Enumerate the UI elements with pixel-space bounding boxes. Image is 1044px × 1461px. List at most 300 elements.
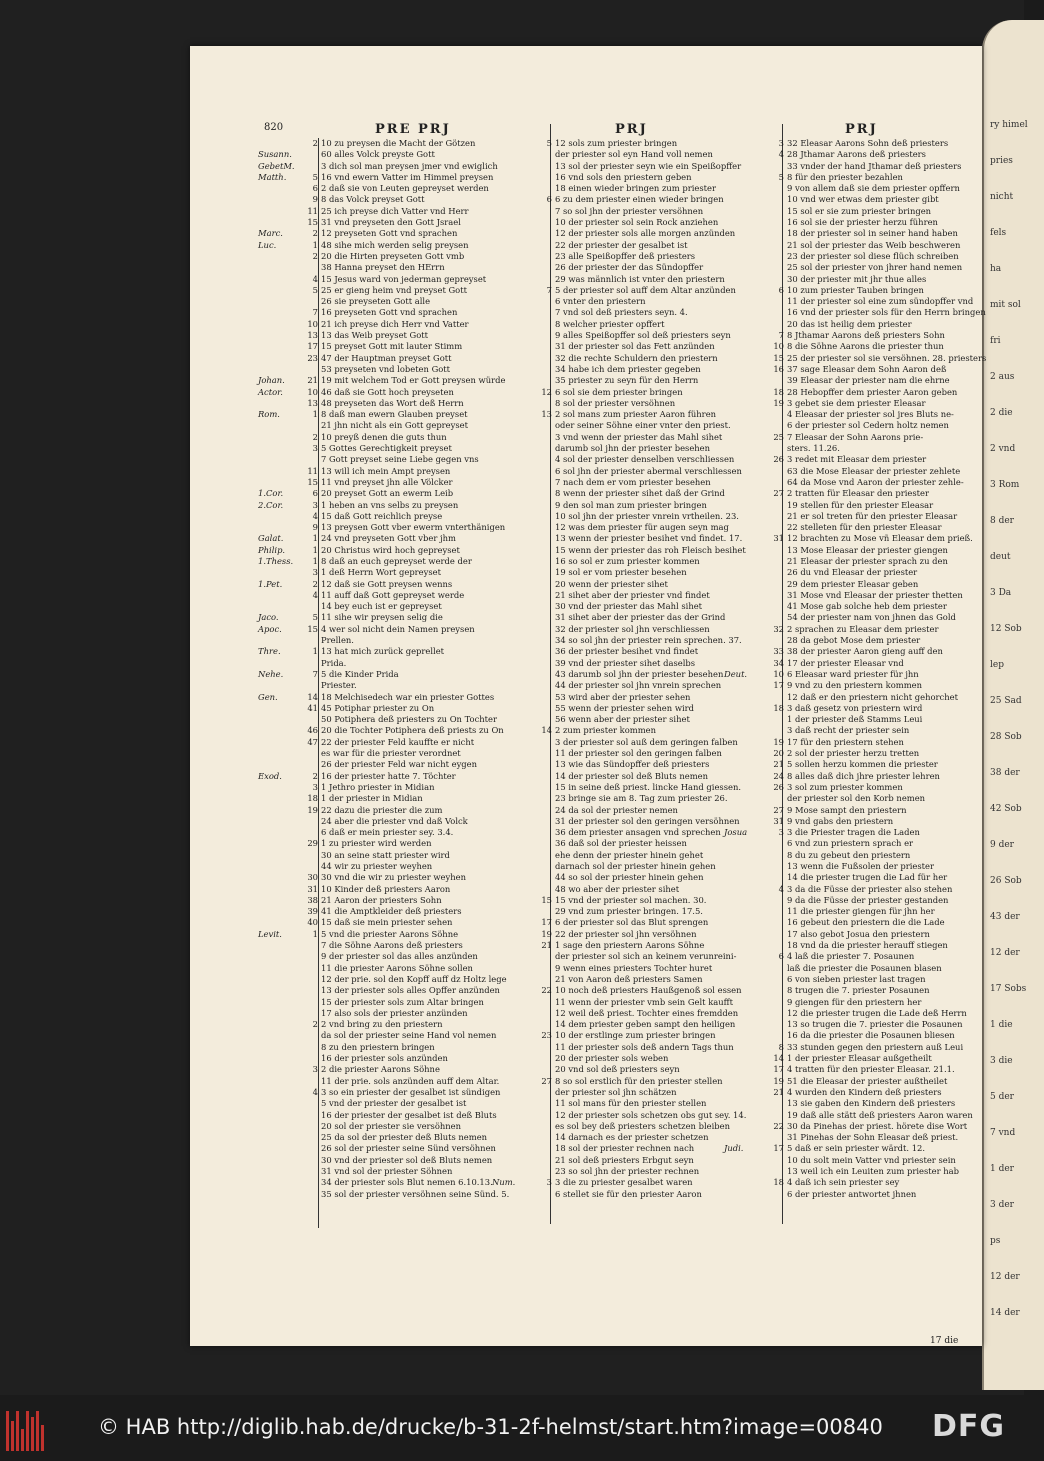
- chapter-number: [534, 805, 555, 816]
- book-abbrev: [492, 997, 534, 1008]
- book-abbrev: [492, 782, 534, 793]
- chapter-number: [766, 240, 787, 251]
- book-abbrev: [492, 161, 534, 172]
- neighbor-page-fragment: 5 der: [990, 1092, 1014, 1102]
- neighbor-page-fragment: 3 Rom: [990, 480, 1020, 490]
- book-abbrev: [258, 759, 300, 770]
- book-abbrev: [258, 827, 300, 838]
- index-entry: [492, 872, 734, 883]
- entry-text: 16 gebeut den priestern die die Lade: [787, 917, 945, 928]
- book-abbrev: [724, 805, 766, 816]
- entry-text: 8 welcher priester opffert: [555, 318, 665, 329]
- index-entry: [724, 658, 966, 669]
- book-abbrev: [724, 556, 766, 567]
- entry-text: 16 vnd sols den priestern geben: [555, 171, 692, 182]
- chapter-number: [534, 149, 555, 160]
- book-abbrev: Philip.: [258, 544, 286, 555]
- chapter-number: 9: [312, 522, 318, 533]
- entry-text: 1 deß Herrn Wort gepreyset: [321, 567, 441, 578]
- book-abbrev: [258, 194, 300, 205]
- index-entry: [258, 1166, 500, 1177]
- index-entry: [258, 748, 500, 759]
- book-abbrev: [258, 1121, 300, 1132]
- index-entry: [724, 929, 966, 940]
- entry-text: 9 der priester sol das alles anzünden: [321, 951, 478, 962]
- entry-text: 11 der priester sols deß andern Tags thun: [555, 1041, 734, 1052]
- chapter-number: [766, 985, 787, 996]
- entry-text: 12 der priester sols alle morgen anzünden: [555, 228, 736, 239]
- book-abbrev: [258, 906, 300, 917]
- entry-text: 32 Eleasar Aarons Sohn deß priesters: [787, 138, 949, 148]
- index-entry: [724, 940, 966, 951]
- entry-text: 2 sol der priester herzu tretten: [787, 748, 920, 759]
- entry-text: 4 Eleasar der priester sol jres Bluts ne-: [787, 409, 954, 420]
- chapter-number: 20: [773, 748, 784, 759]
- chapter-number: [766, 511, 787, 522]
- index-entry: [258, 895, 500, 906]
- book-abbrev: Johan.: [258, 375, 285, 386]
- index-entry: [258, 624, 500, 635]
- book-abbrev: [724, 364, 766, 375]
- book-abbrev: [492, 522, 534, 533]
- index-entry: [724, 805, 966, 816]
- page-number: 820: [264, 122, 284, 133]
- chapter-number: [300, 1110, 321, 1121]
- chapter-number: [534, 466, 555, 477]
- chapter-number: [766, 274, 787, 285]
- entry-text: 45 Potiphar priester zu On: [321, 702, 435, 713]
- chapter-number: 31: [307, 883, 318, 894]
- chapter-number: 11: [307, 465, 318, 476]
- chapter-number: 22: [773, 1120, 784, 1131]
- chapter-number: [766, 635, 787, 646]
- book-abbrev: [724, 895, 766, 906]
- index-entry: [492, 680, 734, 691]
- book-abbrev: [492, 861, 534, 872]
- index-entry: [492, 692, 734, 703]
- book-abbrev: [724, 488, 766, 499]
- chapter-number: [534, 274, 555, 285]
- index-entry: [258, 296, 500, 307]
- index-entry: [492, 805, 734, 816]
- chapter-number: 6: [312, 488, 318, 499]
- index-entry: [724, 590, 966, 601]
- book-abbrev: [724, 319, 766, 330]
- index-entry: [724, 1132, 966, 1143]
- book-abbrev: [724, 522, 766, 533]
- entry-text: 9 von allem daß sie dem priester opffern: [787, 183, 960, 194]
- book-abbrev: [258, 274, 300, 285]
- chapter-number: 47: [307, 736, 318, 747]
- chapter-number: [534, 974, 555, 985]
- book-abbrev: 1.Cor.: [258, 488, 284, 499]
- neighbor-page-fragment: 3 die: [990, 1056, 1013, 1066]
- book-abbrev: [258, 319, 300, 330]
- index-entry: [492, 929, 734, 940]
- entry-text: 22 dazu die priester die zum: [321, 804, 443, 815]
- index-entry: [492, 420, 734, 431]
- index-entry: [724, 974, 966, 985]
- entry-text: 1 zu priester wird werden: [321, 838, 432, 849]
- book-abbrev: [492, 974, 534, 985]
- book-abbrev: [492, 556, 534, 567]
- entry-text: 16 so sol er zum priester kommen: [555, 555, 700, 566]
- entry-text: 20 die Tochter Potiphera deß priests zu On: [321, 725, 504, 736]
- neighbor-page-edge: [982, 20, 1044, 1390]
- chapter-number: 17: [307, 341, 318, 352]
- index-entry: [492, 669, 734, 680]
- chapter-number: [766, 861, 787, 872]
- book-abbrev: Josua: [724, 827, 748, 838]
- index-entry: [492, 262, 734, 273]
- index-entry: [258, 206, 500, 217]
- index-entry: [492, 884, 734, 895]
- running-head-col3: PRJ: [845, 122, 878, 137]
- book-abbrev: [258, 703, 300, 714]
- book-abbrev: [724, 940, 766, 951]
- index-entry: [492, 1042, 734, 1053]
- book-abbrev: [492, 940, 534, 951]
- book-abbrev: [724, 1030, 766, 1041]
- chapter-number: [534, 612, 555, 623]
- book-abbrev: [724, 624, 766, 635]
- index-entry: [724, 601, 966, 612]
- index-entry: [492, 793, 734, 804]
- entry-text: 8 trugen die 7. priester Posaunen: [787, 985, 930, 996]
- index-entry: [492, 895, 734, 906]
- index-entry: [724, 466, 966, 477]
- book-abbrev: [724, 420, 766, 431]
- index-entry: [258, 522, 506, 533]
- book-abbrev: [724, 1166, 766, 1177]
- book-abbrev: [258, 940, 300, 951]
- book-abbrev: [724, 1053, 766, 1064]
- index-entry: [724, 793, 966, 804]
- chapter-number: [534, 1155, 555, 1166]
- chapter-number: 38: [307, 894, 318, 905]
- chapter-number: [300, 759, 321, 770]
- book-abbrev: [724, 646, 766, 657]
- book-abbrev: [492, 1110, 534, 1121]
- chapter-number: 19: [307, 804, 318, 815]
- index-entry: [258, 364, 500, 375]
- index-entry: [258, 1177, 500, 1188]
- index-entry: [492, 714, 734, 725]
- index-entry: [724, 387, 966, 398]
- entry-text: 44 so sol der priester hinein gehen: [555, 872, 704, 883]
- index-entry: [492, 1098, 734, 1109]
- book-abbrev: [492, 771, 534, 782]
- neighbor-page-fragment: 17 Sobs: [990, 984, 1027, 994]
- book-abbrev: [258, 601, 300, 612]
- chapter-number: [300, 1098, 321, 1109]
- entry-text: 14 darnach es der priester schetzen: [555, 1132, 709, 1143]
- entry-text: 55 wenn der priester sehen wird: [555, 702, 695, 713]
- chapter-number: [534, 1019, 555, 1030]
- entry-text: 16 da die priester die Posaunen bliesen: [787, 1030, 955, 1041]
- chapter-number: 1: [312, 239, 318, 250]
- index-entry: [724, 985, 966, 996]
- entry-text: 6 von sieben priester last tragen: [787, 973, 926, 984]
- entry-text: 23 bringe sie am 8. Tag zum priester 26.: [555, 793, 728, 804]
- book-abbrev: [492, 601, 534, 612]
- entry-text: 2 zum priester kommen: [555, 725, 657, 736]
- book-abbrev: [492, 1087, 534, 1098]
- book-abbrev: [492, 206, 534, 217]
- book-abbrev: [492, 816, 534, 827]
- entry-text: 48 preyseten das Wort deß Herrn: [321, 397, 464, 408]
- chapter-number: [766, 1110, 787, 1121]
- source-url-link[interactable]: © HAB http://diglib.hab.de/drucke/b-31-2f-helmst/start.htm?image=00840: [98, 1415, 883, 1439]
- index-entry: [258, 443, 500, 454]
- book-abbrev: [492, 703, 534, 714]
- book-abbrev: [724, 1087, 766, 1098]
- chapter-number: [766, 838, 787, 849]
- index-entry: [492, 341, 734, 352]
- book-abbrev: [492, 307, 534, 318]
- index-entry: [492, 703, 734, 714]
- entry-text: 10 Kinder deß priesters Aaron: [321, 883, 451, 894]
- entry-text: 19 stellen für den priester Eleasar: [787, 499, 934, 510]
- entry-text: 22 der priester sol jhn versöhnen: [555, 928, 697, 939]
- entry-text: 11 sol mans für den priester stellen: [555, 1098, 707, 1109]
- index-entry: [492, 194, 734, 205]
- entry-text: 6 stellet sie für den priester Aaron: [555, 1188, 702, 1199]
- book-abbrev: [258, 432, 300, 443]
- neighbor-page-fragment: 28 Sob: [990, 732, 1022, 742]
- entry-text: 28 Hebopffer dem priester Aaron geben: [787, 386, 958, 397]
- index-entry: [724, 533, 973, 544]
- chapter-number: [534, 624, 555, 635]
- entry-text: 8 so sol erstlich für den priester stellen: [555, 1075, 723, 1086]
- index-entry: [258, 138, 500, 149]
- chapter-number: [766, 895, 787, 906]
- entry-text: 1 sage den priestern Aarons Söhne: [555, 940, 705, 951]
- index-entry: [492, 748, 734, 759]
- chapter-number: [766, 556, 787, 567]
- book-abbrev: [258, 1155, 300, 1166]
- index-entry: [724, 420, 966, 431]
- entry-text: 5 sollen herzu kommen die priester: [787, 759, 938, 770]
- chapter-number: [300, 601, 321, 612]
- entry-text: oder seiner Söhne einer vnter den priest.: [555, 420, 731, 431]
- book-abbrev: [724, 917, 766, 928]
- entry-text: 39 vnd der priester sihet daselbs: [555, 657, 696, 668]
- index-entry: [492, 1007, 739, 1019]
- book-abbrev: [258, 206, 300, 217]
- chapter-number: 13: [307, 330, 318, 341]
- book-abbrev: [724, 307, 766, 318]
- index-entry: [492, 510, 739, 522]
- chapter-number: 15: [307, 476, 318, 487]
- book-abbrev: 1.Thess.: [258, 555, 294, 566]
- chapter-number: 3: [778, 138, 784, 148]
- chapter-number: [534, 1166, 555, 1177]
- index-entry: [258, 341, 500, 352]
- entry-text: 13 wenn die Fußsolen der priester: [787, 861, 934, 871]
- book-abbrev: [258, 341, 300, 352]
- entry-text: 11 der priester sol eine zum sündopffer vnd: [787, 296, 974, 307]
- entry-text: 18 vnd da die priester herauff stiegen: [787, 940, 948, 951]
- index-entry: [492, 601, 734, 612]
- book-abbrev: [724, 330, 766, 341]
- index-entry: [492, 172, 734, 183]
- entry-text: 38 der priester Aaron gieng auff den: [787, 646, 943, 657]
- book-abbrev: [492, 420, 534, 431]
- chapter-number: 9: [312, 194, 318, 205]
- chapter-number: [534, 240, 555, 251]
- entry-text: 29 dem priester Eleasar geben: [787, 578, 919, 589]
- chapter-number: 33: [773, 646, 784, 657]
- entry-text: 15 vnd der priester sol machen. 30.: [555, 894, 707, 905]
- book-abbrev: [258, 816, 300, 827]
- book-abbrev: Apoc.: [258, 623, 282, 634]
- chapter-number: 27: [541, 1075, 552, 1086]
- chapter-number: [534, 217, 555, 228]
- chapter-number: [766, 420, 787, 431]
- entry-text: 17 für den priestern stehen: [787, 736, 904, 747]
- book-abbrev: [258, 963, 300, 974]
- neighbor-page-fragment: 3 der: [990, 1200, 1014, 1210]
- book-abbrev: [258, 567, 300, 578]
- book-abbrev: [724, 1076, 766, 1087]
- book-abbrev: [724, 1132, 766, 1143]
- book-abbrev: [724, 567, 766, 578]
- index-entry: [492, 285, 734, 296]
- book-abbrev: [258, 420, 300, 431]
- chapter-number: [766, 545, 787, 556]
- chapter-number: [534, 703, 555, 714]
- entry-text: 28 da gebot Mose dem priester: [787, 635, 921, 646]
- index-entry: [492, 567, 734, 578]
- index-entry: [492, 443, 734, 454]
- entry-text: 23 so sol jhn der priester rechnen: [555, 1166, 700, 1177]
- chapter-number: 13: [307, 397, 318, 408]
- book-abbrev: [724, 432, 766, 443]
- chapter-number: [534, 341, 555, 352]
- index-entry: [724, 1076, 966, 1087]
- chapter-number: [534, 488, 555, 499]
- book-abbrev: [492, 1042, 534, 1053]
- index-entry: [258, 420, 500, 431]
- index-entry: [258, 940, 500, 951]
- chapter-number: 7: [312, 307, 318, 318]
- chapter-number: 14: [307, 691, 318, 702]
- entry-text: 31 sihet aber der priester das der Grind: [555, 612, 726, 623]
- book-abbrev: [724, 997, 766, 1008]
- index-entry: [492, 1030, 734, 1041]
- book-abbrev: [492, 1053, 534, 1064]
- book-abbrev: [724, 183, 766, 194]
- entry-text: 28 Jthamar Aarons deß priesters: [787, 149, 926, 160]
- index-entry: [258, 1155, 500, 1166]
- neighbor-page-fragment: ps: [990, 1236, 1001, 1246]
- index-entry: [724, 375, 966, 386]
- index-entry: [724, 917, 966, 928]
- index-entry: [724, 307, 986, 318]
- chapter-number: 46: [307, 725, 318, 736]
- book-abbrev: [492, 658, 534, 669]
- entry-text: 11 auff daß Gott gepreyset werde: [321, 589, 465, 600]
- index-entry: [724, 488, 966, 499]
- chapter-number: [534, 748, 555, 759]
- book-abbrev: [492, 1098, 534, 1109]
- chapter-number: [534, 511, 555, 522]
- index-entry: [492, 1143, 734, 1154]
- book-abbrev: [492, 951, 534, 962]
- index-entry: [492, 781, 742, 793]
- chapter-number: [300, 1121, 321, 1132]
- index-entry: [492, 646, 734, 657]
- entry-text: 3 der priester sol auß dem geringen falben: [555, 736, 738, 747]
- chapter-number: 27: [773, 804, 784, 815]
- index-entry: [492, 364, 734, 375]
- book-abbrev: Luc.: [258, 239, 277, 250]
- chapter-number: 8: [778, 1041, 784, 1052]
- chapter-number: 5: [546, 138, 552, 148]
- index-entry: [258, 997, 500, 1008]
- chapter-number: [766, 409, 787, 420]
- chapter-number: [766, 217, 787, 228]
- chapter-number: [534, 963, 555, 974]
- entry-text: 5 daß er sein priester wärdt. 12.: [787, 1143, 926, 1154]
- entry-text: 12 weil deß priest. Tochter eines fremdden: [555, 1007, 739, 1018]
- index-entry: [492, 353, 734, 364]
- entry-text: 16 der priester der gesalbet ist deß Bluts: [321, 1109, 497, 1120]
- neighbor-page-fragment: 14 der: [990, 1308, 1020, 1318]
- book-abbrev: [724, 884, 766, 895]
- book-abbrev: [724, 251, 766, 262]
- book-abbrev: [724, 692, 766, 703]
- neighbor-page-fragment: 25 Sad: [990, 696, 1022, 706]
- entry-text: 36 daß sol der priester heissen: [555, 838, 687, 849]
- book-abbrev: [492, 240, 534, 251]
- index-entry: [724, 454, 966, 465]
- neighbor-page-fragment: 12 Sob: [990, 624, 1022, 634]
- entry-text: 2 vnd bring zu den priestern: [321, 1019, 443, 1030]
- chapter-number: [534, 251, 555, 262]
- entry-text: Prida.: [321, 657, 347, 668]
- book-abbrev: [724, 172, 766, 183]
- book-abbrev: [492, 488, 534, 499]
- chapter-number: [300, 1076, 321, 1087]
- index-entry: [258, 409, 500, 420]
- entry-text: 6 Eleasar ward priester für jhn: [787, 668, 919, 679]
- entry-text: 2 daß sie von Leuten gepreyset werden: [321, 183, 489, 194]
- entry-text: 4 sol der priester denselben verschliessen: [555, 454, 735, 465]
- index-entry: [258, 375, 506, 386]
- chapter-number: [534, 737, 555, 748]
- chapter-number: 10: [773, 341, 784, 352]
- book-abbrev: Marc.: [258, 228, 283, 239]
- entry-text: 47 der Hauptman preyset Gott: [321, 352, 452, 363]
- entry-text: 15 Jesus ward von jederman gepreyset: [321, 273, 487, 284]
- entry-text: 20 sol der priester sie versöhnen: [321, 1120, 462, 1131]
- book-abbrev: GebetM.: [258, 160, 295, 171]
- entry-text: 9 den sol man zum priester bringen: [555, 499, 707, 510]
- index-entry: [258, 590, 500, 601]
- index-entry: [724, 138, 966, 149]
- entry-text: 20 preyset Gott an ewerm Leib: [321, 488, 454, 499]
- entry-text: 7 nach dem er vom priester besehen: [555, 476, 711, 487]
- entry-text: 16 vnd ewern Vatter im Himmel preysen: [321, 171, 494, 182]
- index-entry: [258, 737, 500, 748]
- book-abbrev: [492, 635, 534, 646]
- book-abbrev: [724, 228, 766, 239]
- book-abbrev: [492, 737, 534, 748]
- index-entry: [492, 1155, 734, 1166]
- index-entry: [724, 624, 966, 635]
